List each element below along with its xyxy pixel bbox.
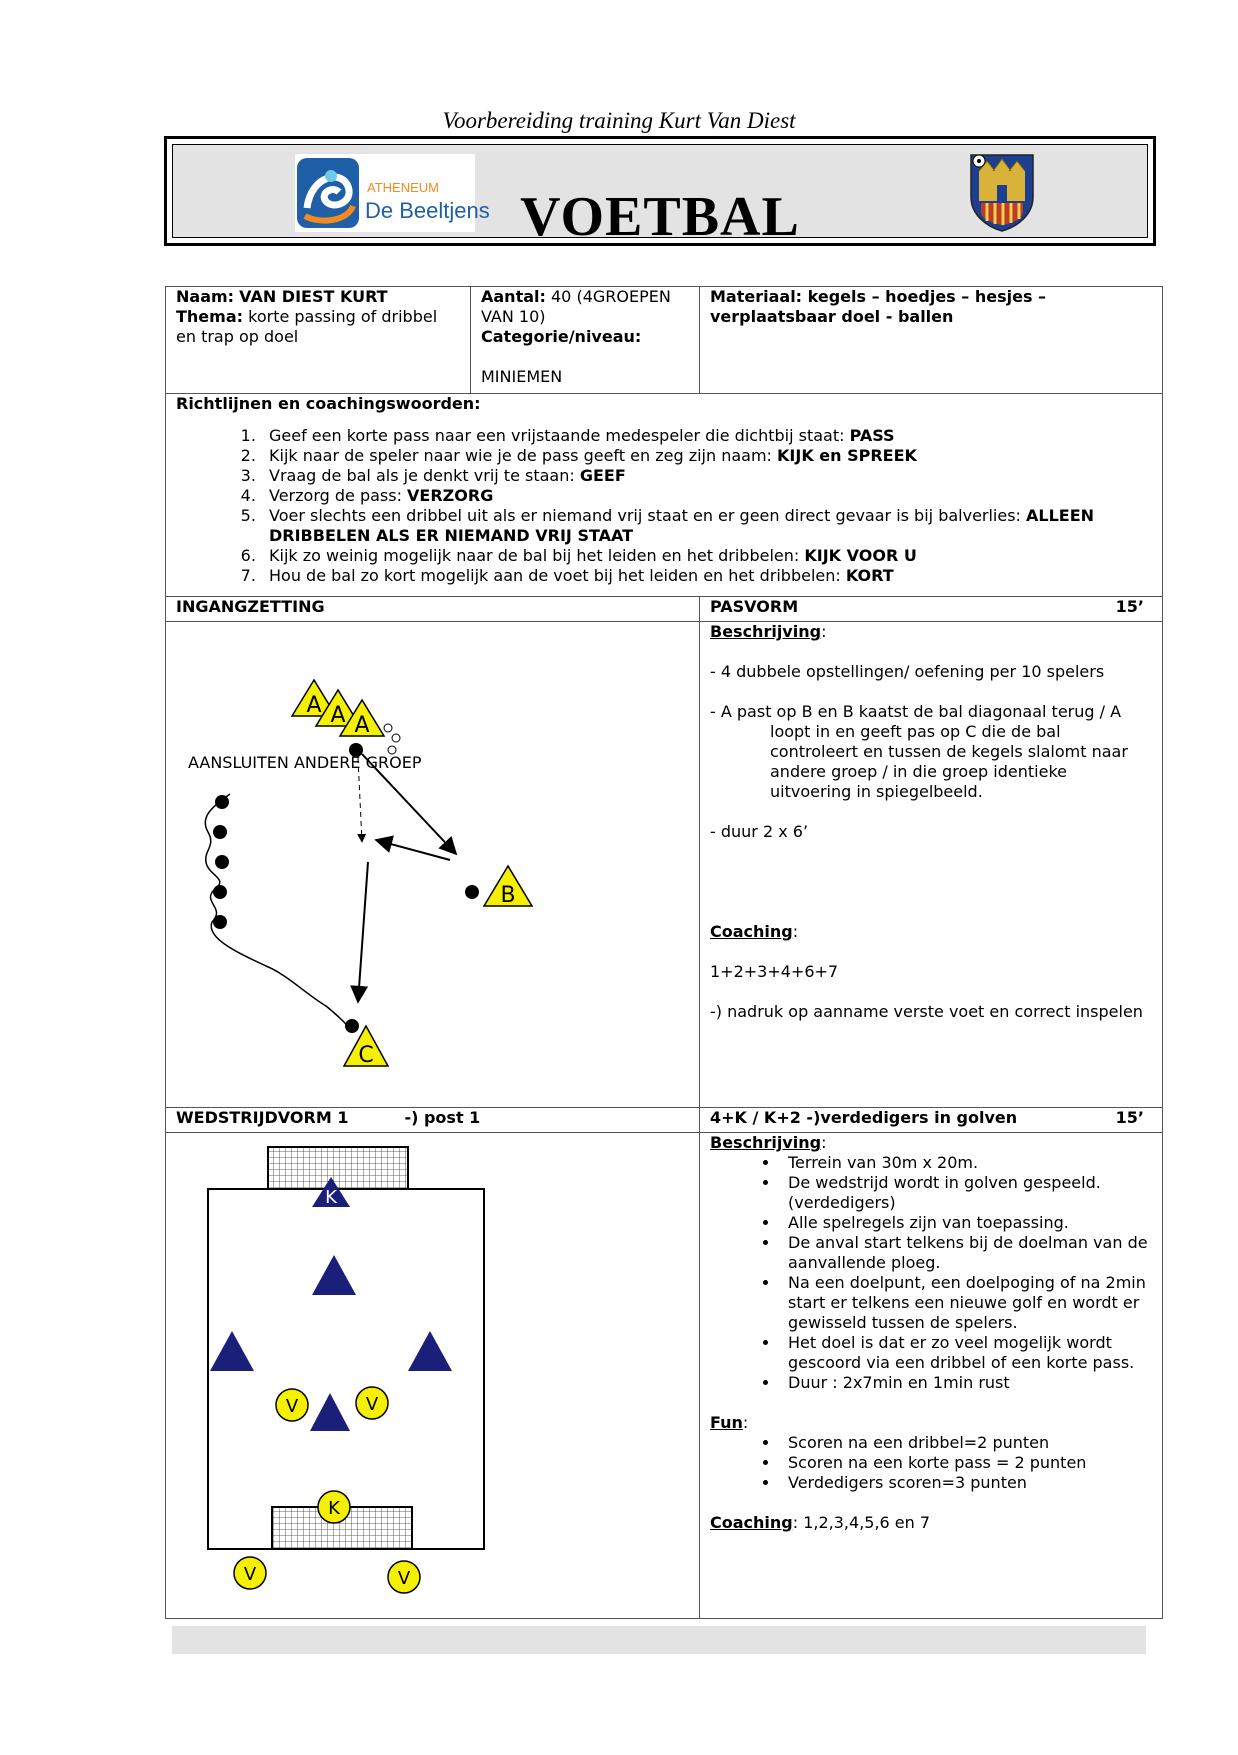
defender-label: V bbox=[243, 1564, 257, 1585]
richtlijnen-list bbox=[176, 426, 1152, 586]
list-item: • Terrein van 30m x 20m. bbox=[780, 1153, 1152, 1173]
list-item: • Duur : 2x7min en 1min rust bbox=[780, 1373, 1152, 1393]
defender-label: V bbox=[285, 1396, 299, 1417]
list-item: • Het doel is dat er zo veel mogelijk wordt gescoord via een dribbel of een korte pass. bbox=[780, 1333, 1152, 1373]
player-a-label: A bbox=[306, 693, 322, 718]
document-subtitle: Voorbereiding training Kurt Van Diest bbox=[442, 108, 796, 133]
beschrijving-label: Beschrijving bbox=[710, 622, 822, 641]
list-item: • De wedstrijd wordt in golven gespeeld. (verdedigers) bbox=[780, 1173, 1152, 1213]
defender-label: V bbox=[397, 1568, 411, 1589]
list-item: • Scoren na een korte pass = 2 punten bbox=[780, 1453, 1152, 1473]
list-item: • Na een doelpunt, een doelpoging of na 2min start er telkens een nieuwe golf en wordt er gewisseld tussen de spelers. bbox=[780, 1273, 1152, 1333]
info-material-cell bbox=[700, 287, 1163, 394]
section1-diagram-cell bbox=[166, 622, 700, 1108]
list-item: 7. Hou de bal zo kort mogelijk aan de voet bij het leiden en het dribbelen: KORT bbox=[261, 566, 1152, 586]
info-count-cell: Aantal: 40 (4GROEPEN VAN 10) Categorie/niveau: MINIEMEN bbox=[471, 287, 700, 394]
section1-time: 15’ bbox=[1115, 597, 1144, 616]
section2-time: 15’ bbox=[1115, 1108, 1144, 1127]
list-item: 5. Voer slechts een dribbel uit als er niemand vrij staat en er geen direct gevaar is bij balverlies: ALLEEN DRIBBELEN ALS ER NIEMAND VRIJ STAAT bbox=[261, 506, 1152, 546]
list-item: • De anval start telkens bij de doelman van de aanvallende ploeg. bbox=[780, 1233, 1152, 1273]
school-logo-line1: ATHENEUM bbox=[367, 180, 439, 195]
naam-value: VAN DIEST KURT bbox=[239, 287, 388, 306]
aansluiten-label: AANSLUITEN ANDERE GROEP bbox=[188, 753, 422, 772]
coaching-label: Coaching bbox=[710, 922, 793, 941]
keeper-label: K bbox=[325, 1187, 337, 1208]
coaching-value: : 1,2,3,4,5,6 en 7 bbox=[792, 1513, 931, 1532]
coaching-label: Coaching bbox=[710, 1513, 793, 1532]
richtlijnen-heading: Richtlijnen en coachingswoorden: bbox=[176, 394, 481, 413]
list-item: 6. Kijk zo weinig mogelijk naar de bal bij het leiden en het dribbelen: KIJK VOOR U bbox=[261, 546, 1152, 566]
list-item: 1. Geef een korte pass naar een vrijstaande medespeler die dichtbij staat: PASS bbox=[261, 426, 1152, 446]
ball-icons bbox=[384, 724, 400, 754]
fun-label: Fun bbox=[710, 1413, 743, 1432]
thema-value: korte passing of dribbel en trap op doel bbox=[176, 307, 438, 346]
player-a-label: A bbox=[330, 703, 346, 728]
list-item: 2. Kijk naar de speler naar wie je de pass geeft en zeg zijn naam: KIJK en SPREEK bbox=[261, 446, 1152, 466]
list-item: 3. Vraag de bal als je denkt vrij te staan: GEEF bbox=[261, 466, 1152, 486]
section2-right-head: 4+K / K+2 -)verdedigers in golven 15’ bbox=[700, 1108, 1163, 1133]
beschrijving-list bbox=[710, 1153, 1152, 1393]
richtlijnen-cell bbox=[166, 394, 1163, 597]
school-logo-line2: De Beeltjens bbox=[365, 198, 490, 223]
section1-description-cell: Beschrijving: - 4 dubbele opstellingen/ oefening per 10 spelers - A past op B en B kaatst de bal diagonaal terug / A loopt in en geeft pas op C die de bal controleert en tussen de kegels slalomt naar andere groep / in die groep identieke uitvoering in spiegelbeeld. - duur 2 x 6’ Coaching: 1+2+3+4+6+7 -) nadruk op aanname verste voet en correct inspelen bbox=[700, 622, 1163, 1108]
city-crest-icon bbox=[967, 151, 1037, 233]
section1-right-head: PASVORM 15’ bbox=[700, 597, 1163, 622]
list-item: • Alle spelregels zijn van toepassing. bbox=[780, 1213, 1152, 1233]
section2-description-cell: Beschrijving: • Terrein van 30m x 20m. • De wedstrijd wordt in golven gespeeld. (verdedigers) • Alle spelregels zijn van toepassing. • De anval start telkens bij de doelman van de aanvallende ploeg. • Na een doelpunt, een doelpoging of na 2min start er telkens een nieuwe golf en wordt er gewisseld tussen de spelers. • Het doel is dat er zo veel mogelijk wordt gescoord via een dribbel of een korte pass. • Duur : 2x7min en 1min rust Fun: • Scoren na een dribbel=2 punten • Scoren na een korte pass = 2 punten • Verdedigers scoren=3 punten Coaching: 1,2,3,4,5,6 en 7 bbox=[700, 1133, 1163, 1619]
beschrijving-label: Beschrijving bbox=[710, 1133, 822, 1152]
list-item: • Verdedigers scoren=3 punten bbox=[780, 1473, 1152, 1493]
categorie-value: MINIEMEN bbox=[481, 367, 563, 386]
player-a-cones bbox=[292, 680, 384, 738]
section1-left-head: INGANGZETTING bbox=[166, 597, 700, 622]
footer-bar bbox=[172, 1626, 1146, 1654]
section2-diagram-cell bbox=[166, 1133, 700, 1619]
title-banner bbox=[164, 136, 1156, 246]
fun-list bbox=[710, 1433, 1152, 1493]
section2-left-head: WEDSTRIJDVORM 1 -) post 1 bbox=[166, 1108, 700, 1133]
player-c-label: C bbox=[358, 1043, 374, 1068]
player-a-label: A bbox=[354, 713, 370, 738]
defender-label: V bbox=[365, 1394, 379, 1415]
list-item: 4. Verzorg de pass: VERZORG bbox=[261, 486, 1152, 506]
training-sheet bbox=[165, 286, 1163, 1619]
info-name-cell: Naam: VAN DIEST KURT Thema: korte passing of dribbel en trap op doel bbox=[166, 287, 471, 394]
materiaal-value: Materiaal: kegels – hoedjes – hesjes – verplaatsbaar doel - ballen bbox=[710, 287, 1047, 326]
wedstrijd-diagram bbox=[166, 1133, 700, 1613]
banner-title: VOETBAL bbox=[520, 186, 800, 248]
aantal-value: 40 (4GROEPEN VAN 10) bbox=[481, 287, 671, 326]
pasvorm-diagram bbox=[166, 622, 700, 1102]
keeper-label: K bbox=[328, 1498, 340, 1519]
list-item: • Scoren na een dribbel=2 punten bbox=[780, 1433, 1152, 1453]
player-b-label: B bbox=[500, 883, 516, 908]
